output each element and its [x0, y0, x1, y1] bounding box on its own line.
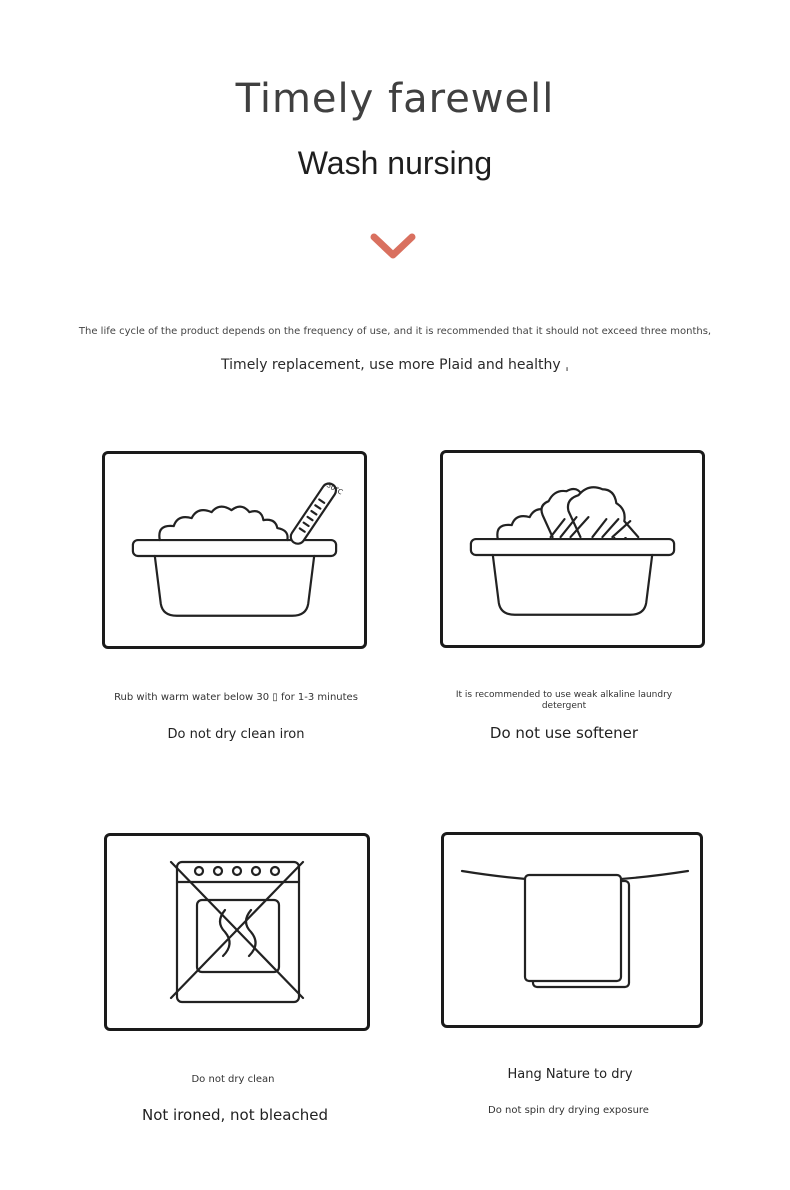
wash-card-warm-water	[102, 451, 367, 649]
card-2-small-caption: It is recommended to use weak alkaline laundry detergent	[455, 690, 673, 711]
page-title: Timely farewell	[235, 76, 555, 122]
wash-card-hang-dry	[441, 832, 703, 1028]
card-4-small-caption: Do not spin dry drying exposure	[488, 1105, 649, 1116]
basin-thermometer-icon	[105, 454, 364, 646]
hang-dry-icon	[444, 835, 700, 1025]
basin-hands-icon	[443, 453, 702, 645]
card-1-small-caption: Rub with warm water below 30 ▯ for 1-3 minutes	[114, 692, 358, 703]
chevron-down-icon	[369, 232, 417, 262]
wash-card-detergent	[440, 450, 705, 648]
card-1-main-caption: Do not dry clean iron	[167, 727, 305, 742]
card-4-main-caption: Hang Nature to dry	[507, 1067, 633, 1082]
thermometer-label: 30°C	[325, 481, 345, 497]
page-subtitle: Wash nursing	[297, 145, 493, 181]
card-3-small-caption: Do not dry clean	[191, 1074, 275, 1085]
no-dryer-icon	[107, 836, 367, 1028]
card-3-main-caption: Not ironed, not bleached	[142, 1106, 328, 1124]
intro-line-2: Timely replacement, use more Plaid and healthy ˌ	[221, 357, 569, 373]
card-2-main-caption: Do not use softener	[489, 724, 639, 742]
intro-line-1: The life cycle of the product depends on the frequency of use, and it is recommended that it should not exceed three months,	[78, 326, 712, 337]
wash-card-no-dry-clean	[104, 833, 370, 1031]
